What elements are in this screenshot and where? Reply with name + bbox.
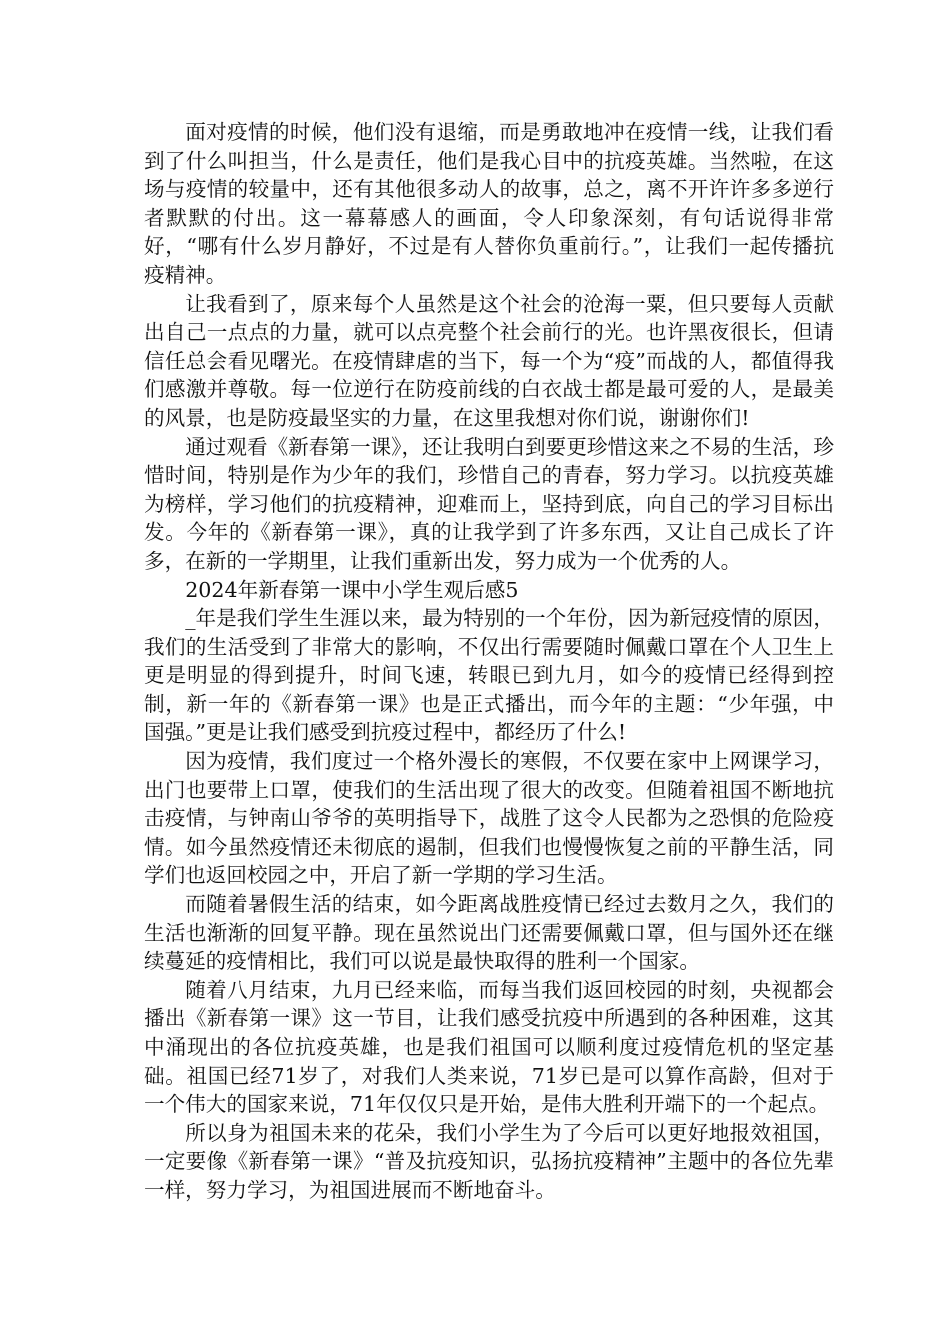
body-paragraph: 通过观看《新春第一课》，还让我明白到要更珍惜这来之不易的生活，珍惜时间，特别是作为少年的我们，珍惜自己的青春，努力学习。以抗疫英雄为榜样，学习他们的抗疫精神，迎难而上，坚持到底，向自己的学习目标出发。今年的《新春第一课》，真的让我学到了许多东西，又让自己成长了许多，在新的一学期里，让我们重新出发，努力成为一个优秀的人。	[144, 434, 834, 573]
section-heading: 2024年新春第一课中小学生观后感5	[185, 577, 519, 602]
body-paragraph: 让我看到了，原来每个人虽然是这个社会的沧海一粟，但只要每人贡献出自己一点点的力量，就可以点亮整个社会前行的光。也许黑夜很长，但请信任总会看见曙光。在疫情肆虐的当下，每一个为“疫”而战的人，都值得我们感激并尊敬。每一位逆行在防疫前线的白衣战士都是最可爱的人，是最美的风景，也是防疫最坚实的力量，在这里我想对你们说，谢谢你们!	[144, 291, 834, 430]
body-paragraph: 因为疫情，我们度过一个格外漫长的寒假，不仅要在家中上网课学习，出门也要带上口罩，使我们的生活出现了很大的改变。但随着祖国不断地抗击疫情，与钟南山爷爷的英明指导下，战胜了这令人民都为之恐惧的危险疫情。如今虽然疫情还未彻底的遏制，但我们也慢慢恢复之前的平静生活，同学们也返回校园之中，开启了新一学期的学习生活。	[144, 749, 834, 888]
document-page	[144, 118, 834, 1205]
body-paragraph: 所以身为祖国未来的花朵，我们小学生为了今后可以更好地报效祖国，一定要像《新春第一课》“普及抗疫知识，弘扬抗疫精神”主题中的各位先辈一样，努力学习，为祖国进展而不断地奋斗。	[144, 1120, 834, 1202]
body-paragraph: _年是我们学生生涯以来，最为特别的一个年份，因为新冠疫情的原因，我们的生活受到了非常大的影响，不仅出行需要随时佩戴口罩在个人卫生上更是明显的得到提升，时间飞速，转眼已到九月，如今的疫情已经得到控制，新一年的《新春第一课》也是正式播出，而今年的主题：“少年强，中国强。”更是让我们感受到抗疫过程中，都经历了什么!	[144, 606, 834, 745]
body-paragraph: 随着八月结束，九月已经来临，而每当我们返回校园的时刻，央视都会播出《新春第一课》这一节目，让我们感受抗疫中所遇到的各种困难，这其中涌现出的各位抗疫英雄，也是我们祖国可以顺利度过疫情危机的坚定基础。祖国已经71岁了，对我们人类来说，71岁已是可以算作高龄，但对于一个伟大的国家来说，71年仅仅只是开始，是伟大胜利开端下的一个起点。	[144, 977, 834, 1117]
body-paragraph: 面对疫情的时候，他们没有退缩，而是勇敢地冲在疫情一线，让我们看到了什么叫担当，什么是责任，他们是我心目中的抗疫英雄。当然啦，在这场与疫情的较量中，还有其他很多动人的故事，总之，离不开许许多多逆行者默默的付出。这一幕幕感人的画面，令人印象深刻，有句话说得非常好，“哪有什么岁月静好，不过是有人替你负重前行。”，让我们一起传播抗疫精神。	[144, 120, 834, 287]
body-paragraph: 而随着暑假生活的结束，如今距离战胜疫情已经过去数月之久，我们的生活也渐渐的回复平静。现在虽然说出门还需要佩戴口罩，但与国外还在继续蔓延的疫情相比，我们可以说是最快取得的胜利一个国家。	[144, 892, 834, 974]
